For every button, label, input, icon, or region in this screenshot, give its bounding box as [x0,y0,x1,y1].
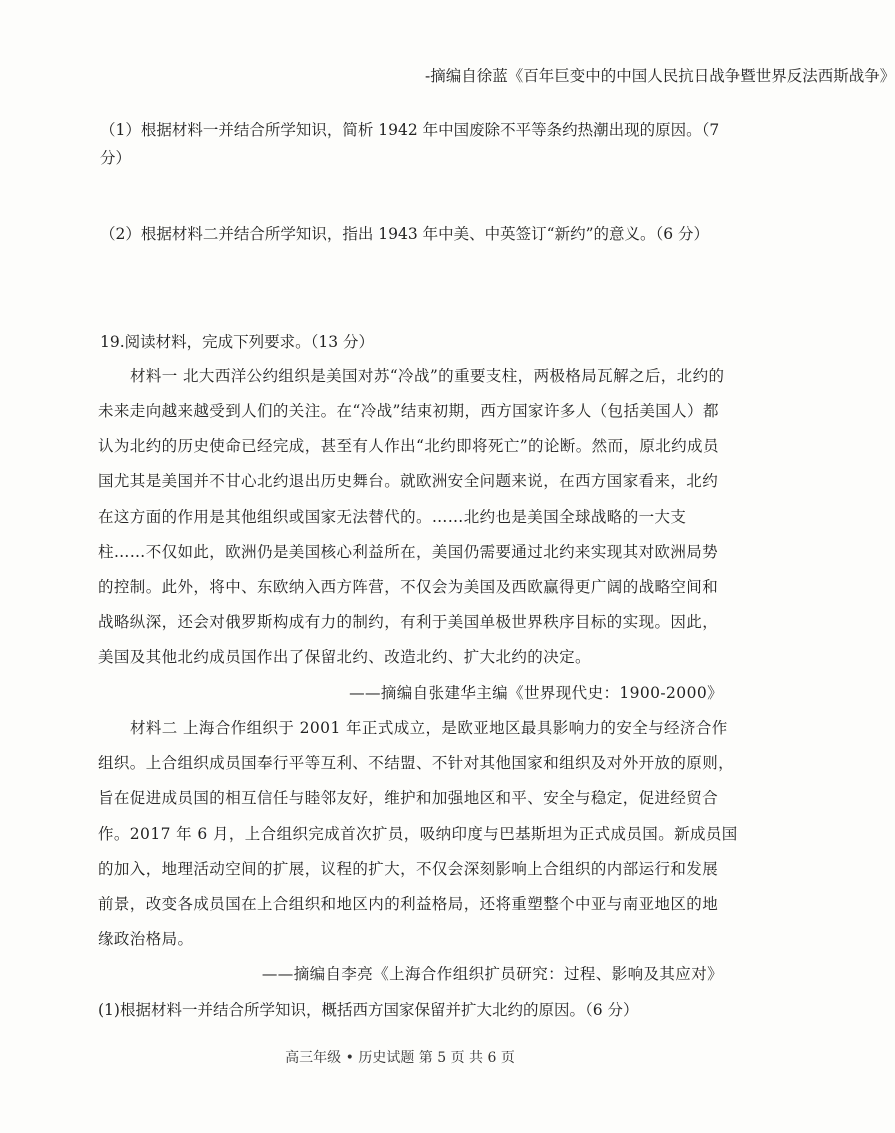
material-1-line: 战略纵深，还会对俄罗斯构成有力的制约，有利于美国单极世界秩序目标的实现。因此， [98,613,719,631]
material-1-source: ——摘编自张建华主编《世界现代史：1900-2000》 [349,684,723,702]
material-2-line: 的加入，地理活动空间的扩展，议程的扩大，不仅会深刻影响上合组织的内部运行和发展 [98,860,719,878]
material-2-line: 前景，改变各成员国在上合组织和地区内的利益格局，还将重塑整个中亚与南亚地区的地 [98,895,719,913]
material-2-line: 作。2017 年 6 月，上合组织完成首次扩员，吸纳印度与巴基斯坦为正式成员国。新成员国 [98,825,738,843]
question-19-1: (1)根据材料一并结合所学知识，概括西方国家保留并扩大北约的原因。（6 分） [98,1001,639,1019]
question-19-title: 19.阅读材料，完成下列要求。（13 分） [100,333,375,351]
material-2-line: 材料二 上海合作组织于 2001 年正式成立，是欧亚地区最具影响力的安全与经济合作 [130,719,728,737]
page-footer: 高三年级 • 历史试题 第 5 页 共 6 页 [285,1050,515,1066]
material-1-line: 在这方面的作用是其他组织或国家无法替代的。……北约也是美国全球战略的一大支 [98,508,687,526]
question-18-2: （2）根据材料二并结合所学知识，指出 1943 年中美、中英签订“新约”的意义。（6 分） [100,225,710,243]
material-1-line: 材料一 北大西洋公约组织是美国对苏“冷战”的重要支柱，两极格局瓦解之后，北约的 [130,367,725,385]
material-1-line: 未来走向越来越受到人们的关注。在“冷战”结束初期，西方国家许多人（包括美国人）都 [98,402,719,420]
material-2-source: ——摘编自李亮《上海合作组织扩员研究：过程、影响及其应对》 [261,965,723,983]
question-18-1-cont: 分） [100,149,132,167]
material-1-line: 认为北约的历史使命已经完成，甚至有人作出“北约即将死亡”的论断。然而，原北约成员 [98,437,719,455]
material-2-line: 缘政治格局。 [98,930,194,948]
source-citation-top: -摘编自徐蓝《百年巨变中的中国人民抗日战争暨世界反法西斯战争》 [425,67,895,85]
material-1-line: 美国及其他北约成员国作出了保留北约、改造北约、扩大北约的决定。 [98,648,591,666]
material-1-line: 柱……不仅如此，欧洲仍是美国核心利益所在，美国仍需要通过北约来实现其对欧洲局势 [98,543,719,561]
material-1-line: 国尤其是美国并不甘心北约退出历史舞台。就欧洲安全问题来说，在西方国家看来，北约 [98,472,719,490]
material-1-line: 的控制。此外，将中、东欧纳入西方阵营，不仅会为美国及西欧赢得更广阔的战略空间和 [98,578,719,596]
question-18-1: （1）根据材料一并结合所学知识，简析 1942 年中国废除不平等条约热潮出现的原因。（7 [100,121,720,139]
material-2-line: 旨在促进成员国的相互信任与睦邻友好，维护和加强地区和平、安全与稳定，促进经贸合 [98,789,719,807]
material-2-line: 组织。上合组织成员国奉行平等互利、不结盟、不针对其他国家和组织及对外开放的原则， [98,754,735,772]
